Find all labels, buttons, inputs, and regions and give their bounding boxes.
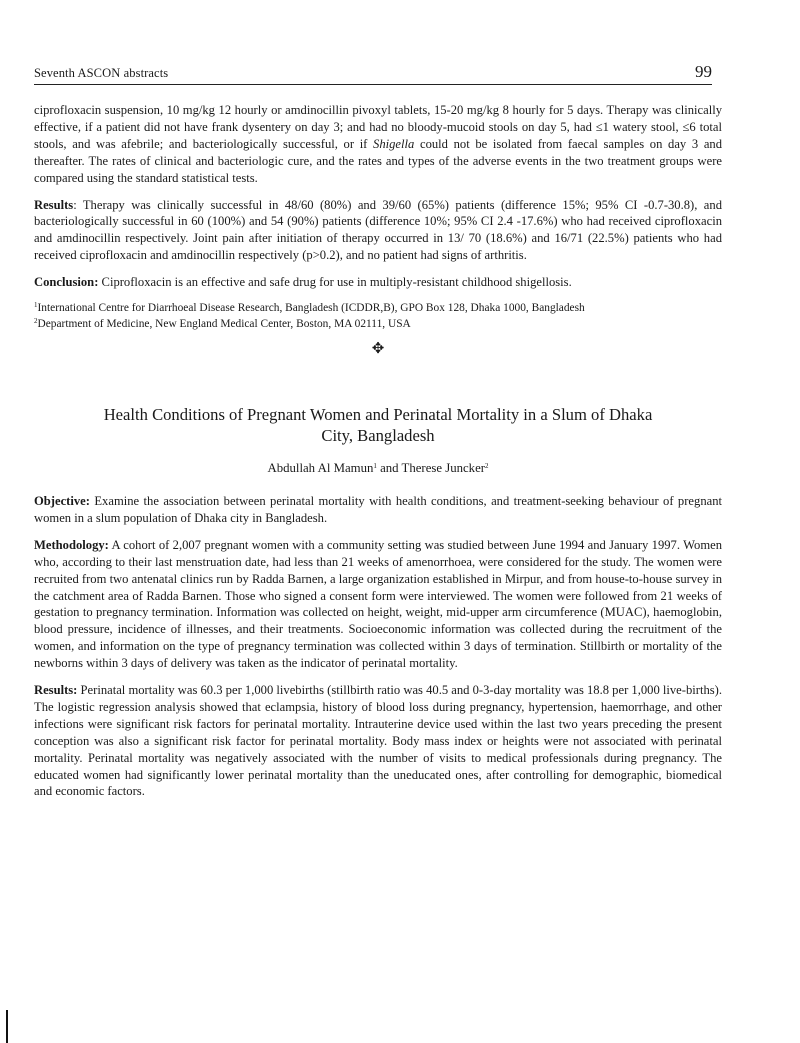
objective-paragraph [34, 493, 722, 527]
author-1-mark: 1 [373, 462, 377, 471]
author-2-mark: 2 [485, 462, 489, 471]
methodology-label: Methodology: [34, 537, 109, 552]
continuation-tail: could not be isolated from faecal samples on day 3 and thereafter. The rates of clinical and bacteriologic cure, and the rates and types of the adverse events in the two treatment groups were compared using the standard statistical tests. [34, 136, 723, 185]
methods-continuation [34, 102, 722, 187]
affiliation-2-text: Department of Medicine, New England Medical Center, Boston, MA 02111, USA [37, 317, 411, 330]
results-text: Perinatal mortality was 60.3 per 1,000 livebirths (stillbirth ratio was 40.5 and 0-3-day mortality was 18.8 per 1,000 live-births). The logistic regression analysis showed that eclampsia, history of blood loss during pregnancy, hypertension, haemorrhage, and other infections were significant risk factors for perinatal mortality. Intrauterine device used within the last two years preceding the present conception was also a significant risk factor for perinatal mortality. Body mass index or heights were not associated with perinatal mortality. Perinatal mortality was negatively associated with the number of visits to medical professionals during pregnancy. The educated women had significantly lower perinatal mortality than the uneducated ones, after controlling for demographic, biomedical and economic factors. [34, 683, 722, 799]
prev-results-label: Results [34, 197, 74, 212]
results-paragraph [34, 682, 722, 800]
author-2: and Therese Juncker [376, 461, 486, 476]
prev-conclusion-text: Ciprofloxacin is an effective and safe drug for use in multiply-resistant childhood shigellosis. [98, 275, 572, 290]
authors [34, 460, 722, 477]
continuation-text: ciprofloxacin suspension, 10 mg/kg 12 hourly or amdinocillin pivoxyl tablets, 15-20 mg/kg 8 hourly for 5 days. Therapy was clinically effective, if a patient did not have frank dysentery on day 3; and had no bloody-mucoid stools on day 5, had ≤1 watery stool, ≤6 total stools, and was afebrile; and bacteriologically successful, or if [34, 103, 722, 151]
running-head [34, 62, 712, 85]
scan-margin-mark [6, 1010, 8, 1043]
objective-label: Objective: [34, 493, 90, 508]
prev-results-paragraph [34, 197, 722, 265]
section-separator-icon: ✥ [371, 339, 385, 358]
affiliation-2-mark: 2 [34, 316, 38, 325]
prev-results-text: : Therapy was clinically successful in 48/60 (80%) and 39/60 (65%) patients (difference 15%; 95% CI -0.7-30.8), and bacteriologically successful in 60 (100%) and 54 (90%) patients (difference 10%; 95% CI 2.4 -17.6%) who had received ciprofloxacin and amdinocillin respectively. Joint pain after initiation of therapy occurred in 13/ 70 (18.6%) and 16/71 (22.5%) patients who had received ciprofloxacin and amdinocillin respectively (p>0.2), and no patient had signs of arthritis. [34, 197, 722, 263]
affiliations [34, 301, 722, 332]
affiliation-1-text: International Centre for Diarrhoeal Disease Research, Bangladesh (ICDDR,B), GPO Box 128, Dhaka 1000, Bangladesh [37, 302, 585, 315]
author-1: Abdullah Al Mamun [267, 461, 374, 476]
article-title: Health Conditions of Pregnant Women and Perinatal Mortality in a Slum of Dhaka City, Bangladesh [103, 405, 653, 446]
running-title: Seventh ASCON abstracts [34, 66, 169, 80]
objective-text: Examine the association between perinatal mortality with health conditions, and treatment-seeking behaviour of pregnant women in a slum population of Dhaka city in Bangladesh. [34, 493, 722, 525]
prev-conclusion-paragraph [34, 274, 722, 291]
methodology-text: A cohort of 2,007 pregnant women with a community setting was studied between June 1994 and January 1997. Women who, according to their last menstruation date, had less than 21 weeks of amenorrhoea, were considered for the study. The women were recruited from two antenatal clinics run by Radda Barnen, a large organization established in Mirpur, and from house-to-house survey in the catchment area of Radda Barnen. Those who signed a consent form were interviewed. The women were followed from 21 weeks of gestation to pregnancy termination. Information was collected on height, weight, mid-upper arm circumference (MUAC), haemoglobin, blood pressure, incidence of illnesses, and their treatments. Socioeconomic information was collected during the recruitment of the women, and information on the type of pregnancy termination was collected within 3 days of termination. Stillbirth or mortality of the newborns within 3 days of delivery was taken as the indicator of perinatal mortality. [34, 537, 722, 671]
methodology-paragraph [34, 537, 722, 672]
results-label: Results: [34, 683, 78, 698]
affiliation-2 [34, 317, 722, 333]
page-number: 99 [695, 62, 712, 81]
shigella-italic: Shigella [373, 136, 415, 151]
affiliation-1-mark: 1 [34, 301, 38, 310]
prev-conclusion-label: Conclusion: [34, 275, 99, 290]
page-body [34, 102, 722, 810]
affiliation-1 [34, 301, 722, 317]
